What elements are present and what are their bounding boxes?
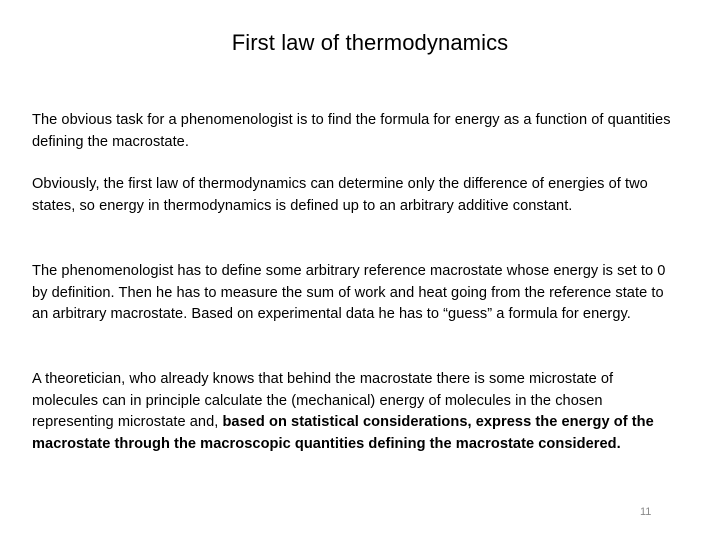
paragraph-theoretician xyxy=(32,369,682,455)
paragraph-reference-macrostate: The phenomenologist has to define some arbitrary reference macrostate whose energy is set to 0 by definition. Then he has to measure the sum of work and heat going from the reference state to an arbitrary macrostate. Based on experimental data he has to “guess” a formula for energy. xyxy=(32,263,666,322)
page-number: 11 xyxy=(640,506,652,518)
paragraph-theoretician-bold: based on statistical considerations, express the energy of the macrostate through the macroscopic quantities defining the macrostate considered. xyxy=(32,414,654,452)
paragraph-phenomenologist-task: The obvious task for a phenomenologist is to find the formula for energy as a function of quantities defining the macrostate. xyxy=(32,112,671,150)
paragraph-energy-difference: Obviously, the first law of thermodynamics can determine only the difference of energies of two states, so energy in thermodynamics is defined up to an arbitrary additive constant. xyxy=(32,176,648,214)
slide-title: First law of thermodynamics xyxy=(231,30,509,55)
paragraph-theoretician-normal: A theoretician, who already knows that behind the macrostate there is some microstate of molecules can in principle calculate the (mechanical) energy of molecules in the chosen representing microstate and, xyxy=(32,371,614,430)
